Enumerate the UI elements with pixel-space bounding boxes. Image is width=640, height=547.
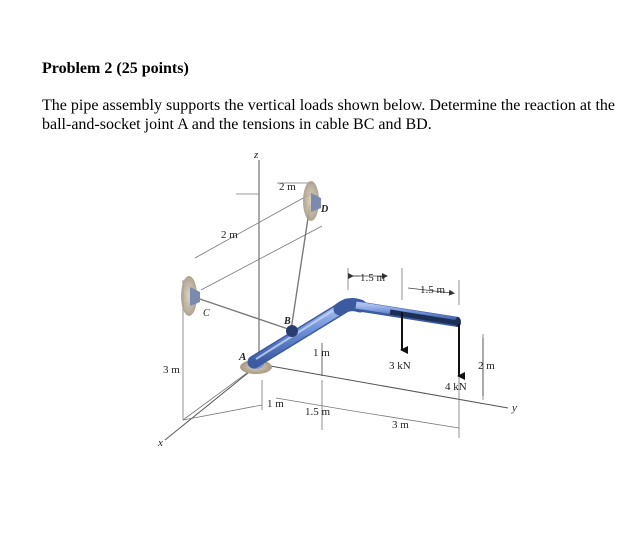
point-b-label: B — [284, 316, 291, 327]
cables — [194, 205, 310, 330]
problem-heading: Problem 2 (25 points) — [42, 60, 189, 77]
load-4kn-label: 4 kN — [445, 381, 467, 393]
dim-top-1-5m-a: 1.5 m — [360, 272, 386, 284]
axes — [165, 160, 508, 440]
load-3kn-label: 3 kN — [389, 360, 411, 372]
dim-left-2m: 2 m — [221, 229, 238, 241]
dim-left-3m: 3 m — [163, 364, 180, 376]
dim-top-1-5m-b: 1.5 m — [420, 284, 446, 296]
cable-bd — [291, 205, 310, 330]
support-d — [303, 181, 321, 221]
point-a-label: A — [239, 351, 247, 363]
support-c — [181, 276, 200, 316]
dim-right-2m: 2 m — [478, 360, 495, 372]
axis-y-label: y — [512, 402, 517, 414]
dim-bottom-1-5m: 1.5 m — [305, 406, 331, 418]
dim-bottom-3m: 3 m — [392, 419, 409, 431]
axis-z-label: z — [254, 149, 259, 161]
dim-bottom-1m: 1 m — [267, 398, 284, 410]
dim-top-2m: 2 m — [279, 181, 296, 193]
problem-statement: The pipe assembly supports the vertical loads shown below. Determine the reaction at the ball-and-socket joint A and the tensions in cable BC and BD. — [42, 97, 616, 133]
pipe — [254, 303, 461, 362]
axis-x-label: x — [158, 437, 163, 449]
point-d-label: D — [321, 204, 329, 215]
point-c-label: C — [203, 308, 210, 319]
dim-vertical-1m: 1 m — [313, 347, 330, 359]
